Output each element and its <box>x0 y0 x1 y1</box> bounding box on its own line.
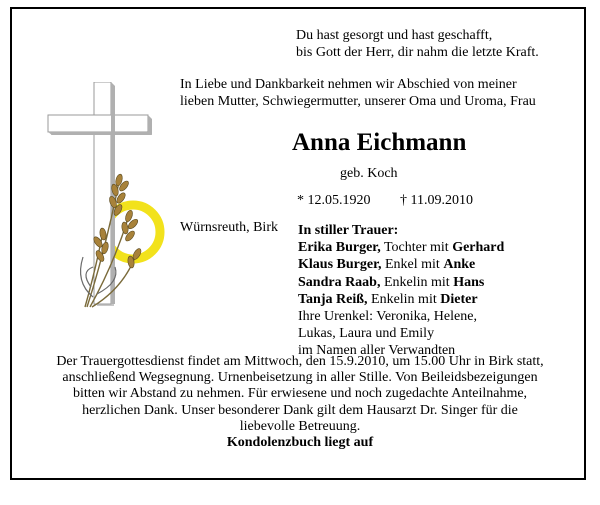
poem-line-1: Du hast gesorgt und hast geschafft, <box>296 28 493 43</box>
mourner-relation: Tochter mit <box>380 240 453 256</box>
poem <box>296 27 539 61</box>
mourner-relation: Enkelin mit <box>380 274 454 290</box>
mourner-name: Klaus Burger, <box>298 257 382 273</box>
intro-line-2: lieben Mutter, Schwiegermutter, unserer Oma und Uroma, Frau <box>180 94 536 109</box>
mourner-name: Erika Burger, <box>298 240 381 256</box>
mourners-list <box>298 222 504 360</box>
notice-line-4: herzlichen Dank. Unser besonderer Dank gilt dem Hausarzt Dr. Singer für die <box>82 402 518 418</box>
notice-line-1: Der Trauergottesdienst findet am Mittwoch, den 15.9.2010, um 15.00 Uhr in Birk statt, <box>56 354 544 369</box>
notice-line-3: bitten wir Abstand zu nehmen. Für erwiesene und noch zugedachte Anteilnahme, <box>72 386 528 402</box>
guestbook-note: Kondolenzbuch liegt auf <box>226 435 374 451</box>
mourners-closing: im Namen aller Verwandten <box>298 343 456 359</box>
mourner-row <box>298 239 504 256</box>
mourner-partner: Gerhard <box>452 240 505 256</box>
cross-icon <box>48 82 152 306</box>
deceased-name: Anna Eichmann <box>292 129 467 156</box>
mourner-name: Tanja Reiß, <box>298 291 368 307</box>
service-notice <box>22 354 578 451</box>
mourner-name: Sandra Raab, <box>298 274 381 290</box>
poem-line-2: bis Gott der Herr, dir nahm die letzte Kraft. <box>296 45 539 60</box>
death-date: † 11.09.2010 <box>400 193 473 208</box>
notice-line-2: anschließend Wegsegnung. Urnenbeisetzung in aller Stille. Von Beileidsbezeigungen <box>62 370 538 386</box>
place: Würnsreuth, Birk <box>180 220 278 235</box>
maiden-name: geb. Koch <box>340 166 398 181</box>
mourner-row <box>298 274 504 291</box>
mourner-partner: Hans <box>453 274 485 290</box>
cross-with-wheat-illustration <box>45 82 175 317</box>
intro-line-1: In Liebe und Dankbarkeit nehmen wir Abschied von meiner <box>180 77 517 92</box>
birth-date: * 12.05.1920 <box>297 193 371 208</box>
great-grandchildren-line-1: Ihre Urenkel: Veronika, Helene, <box>298 308 477 324</box>
intro-text <box>180 76 536 110</box>
mourner-partner: Anke <box>443 257 476 273</box>
mourner-relation: Enkelin mit <box>367 291 441 307</box>
great-grandchildren-line-2: Lukas, Laura und Emily <box>298 326 435 342</box>
mourner-row <box>298 256 504 273</box>
mourner-row <box>298 291 504 308</box>
mourner-partner: Dieter <box>440 291 478 307</box>
mourners-heading: In stiller Trauer: <box>298 223 399 238</box>
mourner-relation: Enkel mit <box>381 257 444 273</box>
notice-line-5: liebevolle Betreuung. <box>239 418 361 434</box>
